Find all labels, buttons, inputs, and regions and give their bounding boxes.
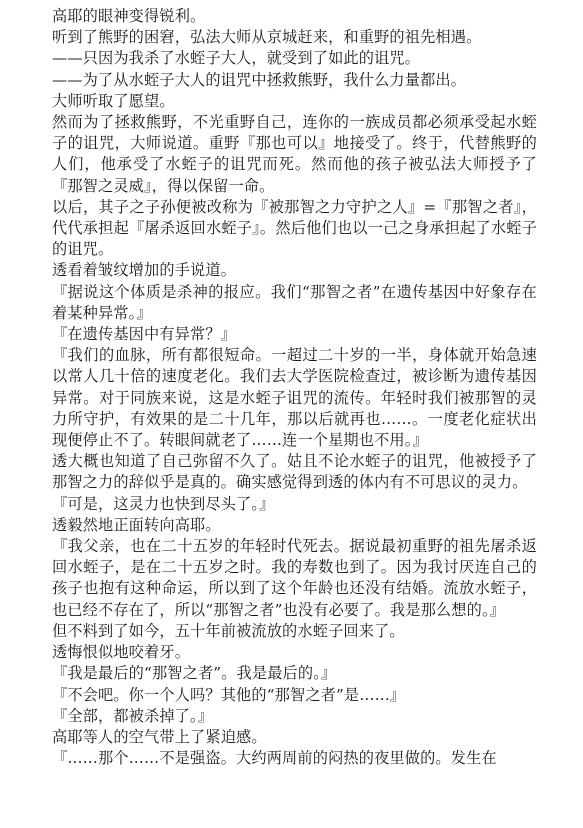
paragraph: 然而为了拯救熊野，不光重野自己，连你的一族成员都必须承受起水蛭子的诅咒，大师说道。重野『那也可以』地接受了。终于，代替熊野的人们，他承受了水蛭子的诅咒而死。然而他的孩子被弘法大师授予了『那智之灵威』，得以保留一命。 [52, 113, 537, 195]
paragraph: ——为了从水蛭子大人的诅咒中拯救熊野，我什么力量都出。 [52, 70, 467, 89]
paragraph: 高耶等人的空气带上了紧迫感。 [52, 727, 267, 746]
paragraph: 『全部，都被杀掉了。』 [52, 706, 214, 725]
paragraph: 透悔恨似地咬着牙。 [52, 643, 191, 662]
paragraph: 透大概也知道了自己弥留不久了。姑且不论水蛭子的诅咒，他被授予了那智之力的辞似乎是真的。确实感觉得到透的体内有不可思议的灵力。 [52, 452, 537, 492]
paragraph: 以后，其子之子孙便被改称为『被那智之力守护之人』=『那智之者』，代代承担起『屠杀返回水蛭子』。然后他们也以一己之身承担起了水蛭子的诅咒。 [52, 197, 537, 259]
paragraph: 『据说这个体质是杀神的报应。我们“那智之者”在遗传基因中好象存在着某种异常。』 [52, 282, 537, 322]
paragraph: 『我是最后的“那智之者”。我是最后的。』 [52, 664, 337, 683]
paragraph: 『……那个……不是强盗。大约两周前的闷热的夜里做的。发生在 [52, 749, 497, 768]
paragraph: 『我们的血脉，所有都很短命。一超过二十岁的一半，身体就开始急速以常人几十倍的速度老化。我们去大学医院检查过，被诊断为遗传基因异常。对于同族来说，这是水蛭子诅咒的流传。年轻时我们被那智的灵力所守护，有效果的是二十几年，那以后就再也……。一度老化症状出现便停止不了。转眼间就老了……连一个星期也不用。』 [52, 346, 537, 450]
paragraph: 透看着皱纹增加的手说道。 [52, 261, 237, 280]
paragraph: 『我父亲，也在二十五岁的年轻时代死去。据说最初重野的祖先屠杀返回水蛭子，是在二十五岁之时。我的寿数也到了。因为我讨厌连自己的孩子也抱有这种命运，所以到了这个年龄也还没有结婚。流放水蛭子，也已经不存在了，所以“那智之者”也没有必要了。我是那么想的。』 [52, 537, 537, 619]
paragraph: 『在遗传基因中有异常？』 [52, 325, 237, 344]
paragraph: 高耶的眼神变得锐利。 [52, 7, 206, 25]
paragraph: 『不会吧。你一个人吗？其他的“那智之者”是……』 [52, 685, 406, 704]
paragraph: ——只因为我杀了水蛭子大人，就受到了如此的诅咒。 [52, 49, 421, 68]
paragraph: 『可是，这灵力也快到尽头了。』 [52, 494, 275, 513]
paragraph: 但不料到了如今，五十年前被流放的水蛭子回来了。 [52, 621, 405, 640]
paragraph: 听到了熊野的困窘，弘法大师从京城赶来，和重野的祖先相遇。 [52, 28, 482, 47]
paragraph: 大师听取了愿望。 [52, 91, 175, 110]
paragraph: 透毅然地正面转向高耶。 [52, 515, 221, 534]
